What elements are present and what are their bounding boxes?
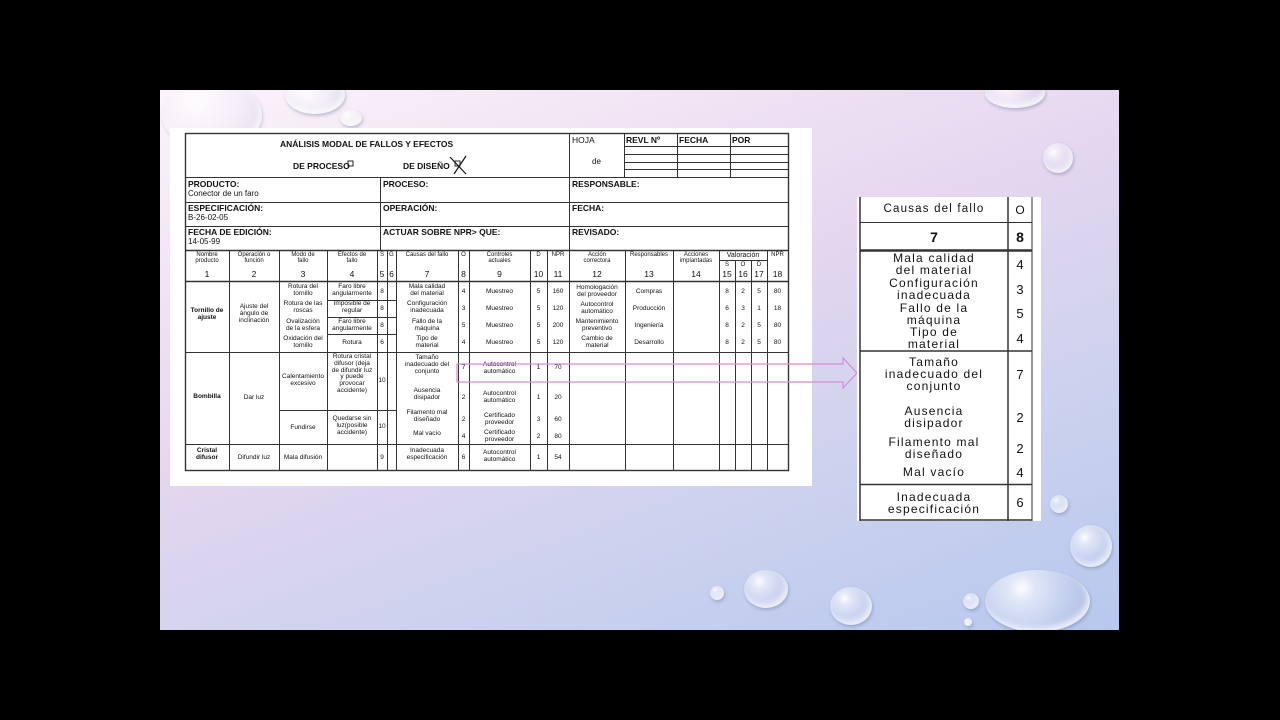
water-drop — [1070, 525, 1112, 567]
column-header: Operación o función — [237, 252, 271, 265]
failure-mode: Oxidación del tornillo — [283, 335, 323, 349]
responsible: Producción — [632, 305, 666, 312]
failure-mode: Calentamiento excesivo — [282, 373, 324, 387]
column-header: Controles actuales — [486, 252, 513, 265]
por-label: POR — [732, 135, 751, 145]
detection-value: 3 — [536, 416, 541, 423]
responsible: Compras — [635, 288, 663, 295]
npr-value: 20 — [554, 394, 562, 401]
control-text: Certificado proveedor — [483, 412, 516, 426]
detection-value: 1 — [536, 394, 541, 401]
especificacion-label: ESPECIFICACIÓN: — [188, 203, 264, 213]
operacion-label: OPERACIÓN: — [383, 203, 438, 213]
product-operation: Dar luz — [243, 394, 265, 401]
failure-effect: Imposible de regular — [333, 300, 371, 314]
column-header: G — [389, 252, 394, 258]
slide — [160, 90, 1119, 630]
d2-value: 1 — [757, 305, 761, 312]
column-header: S — [724, 262, 729, 268]
column-number: 13 — [644, 269, 654, 279]
column-header: O — [461, 252, 466, 258]
d2-value: 5 — [757, 322, 761, 329]
product-name: Cristal difusor — [195, 447, 219, 461]
column-header: D — [536, 252, 541, 258]
product-operation: Ajuste del ángulo de inclinación — [238, 303, 270, 324]
product-operation: Difundir luz — [237, 454, 271, 461]
occurrence-value: 4 — [461, 433, 466, 440]
zoom-occurrence: 2 — [1016, 410, 1024, 425]
cause-text: Mal vacío — [413, 430, 441, 437]
severity-value: 8 — [380, 305, 384, 312]
especificacion-value: B-26-02-05 — [188, 213, 229, 222]
s2-value: 8 — [725, 322, 729, 329]
control-text: Muestreo — [485, 322, 514, 329]
cause-text: Inadecuada especificación — [406, 447, 448, 461]
actuar-label: ACTUAR SOBRE NPR> QUE: — [383, 227, 501, 237]
o2-value: 3 — [741, 305, 745, 312]
control-text: Muestreo — [485, 339, 514, 346]
zoom-cause: Ausencia disipador — [904, 404, 964, 430]
occurrence-value: 7 — [461, 364, 466, 371]
cause-text: Ausencia disipador — [413, 387, 441, 401]
zoom-column-number: 7 — [930, 229, 938, 245]
amfe-form — [170, 128, 812, 486]
npr-value: 160 — [552, 288, 564, 295]
severity-value: 8 — [380, 288, 384, 295]
occurrence-value: 2 — [461, 416, 466, 423]
column-number: 16 — [738, 269, 748, 279]
corrective-action: Cambio de material — [581, 335, 613, 349]
column-header: Efectos de fallo — [337, 252, 367, 265]
o2-value: 2 — [741, 322, 745, 329]
water-drop — [985, 570, 1090, 630]
npr-value: 200 — [552, 322, 564, 329]
corrective-action: Mantenimiento preventivo — [575, 318, 619, 332]
detection-value: 5 — [536, 339, 541, 346]
form-title: ANÁLISIS MODAL DE FALLOS Y EFECTOS — [280, 139, 454, 149]
zoom-cause: Filamento mal diseñado — [888, 435, 980, 461]
water-drop — [963, 593, 979, 609]
control-text: Autocontrol automático — [483, 361, 516, 375]
proceso-label: PROCESO: — [383, 179, 429, 189]
npr2-value: 18 — [773, 305, 782, 312]
detection-value: 5 — [536, 288, 541, 295]
fecha-label: FECHA: — [572, 203, 605, 213]
detection-value: 1 — [536, 364, 541, 371]
water-drop — [1043, 143, 1073, 173]
failure-effect: Rotura cristal difusor (deja de difundir luz y puede provocar accidente) — [331, 353, 373, 395]
control-text: Autocontrol automático — [483, 390, 516, 404]
zoom-cause: Tamaño inadecuado del conjunto — [884, 355, 984, 393]
fecha-edicion-value: 14-05-99 — [188, 237, 221, 246]
corrective-action: Homologación del proveedor — [576, 284, 618, 298]
zoom-occurrence: 7 — [1016, 367, 1024, 382]
severity-value: 8 — [380, 322, 384, 329]
column-number: 5 — [379, 269, 385, 279]
cause-text: Filamento mal diseñado — [406, 409, 448, 423]
column-header: Modo de fallo — [291, 252, 315, 265]
failure-mode: Ovalización de la esfera — [286, 318, 320, 332]
d2-value: 5 — [757, 288, 761, 295]
column-header: Acción correctora — [583, 252, 611, 265]
column-number: 7 — [424, 269, 430, 279]
de-label: de — [592, 157, 601, 166]
product-name: Bombilla — [193, 393, 221, 400]
occurrence-value: 3 — [461, 305, 466, 312]
detection-value: 2 — [536, 433, 541, 440]
control-text: Certificado proveedor — [483, 429, 516, 443]
cause-text: Configuración inadecuada — [406, 300, 448, 314]
cause-text: Mala calidad del material — [408, 283, 446, 297]
water-drop — [964, 618, 972, 626]
occurrence-value: 2 — [461, 394, 466, 401]
severity-value: 10 — [378, 377, 386, 384]
column-header: Responsables — [629, 252, 669, 258]
s2-value: 8 — [725, 339, 729, 346]
column-number: 17 — [754, 269, 764, 279]
s2-value: 6 — [725, 305, 729, 312]
severity-value: 9 — [380, 454, 384, 461]
column-header: NPR — [551, 252, 565, 258]
column-header: S — [379, 252, 384, 258]
failure-effect: Faro libre angularmente — [332, 318, 372, 332]
failure-mode: Fundirse — [290, 424, 316, 431]
npr2-value: 80 — [773, 322, 782, 329]
zoom-occurrence: 2 — [1016, 441, 1024, 456]
cause-text: Fallo de la máquina — [412, 318, 442, 332]
control-text: Autocontrol automático — [483, 449, 516, 463]
valoracion-label: Valoración — [726, 252, 760, 259]
water-drop — [985, 90, 1045, 108]
severity-value: 10 — [378, 423, 386, 430]
column-header: Causas del fallo — [405, 252, 449, 258]
s2-value: 8 — [725, 288, 729, 295]
fecha-edicion-label: FECHA DE EDICIÓN: — [188, 227, 272, 237]
cause-text: Tamaño inadecuado del conjunto — [404, 354, 450, 375]
column-header: Acciones implantadas — [679, 252, 713, 265]
water-drop — [340, 110, 362, 126]
corrective-action: Autocontrol automático — [580, 301, 614, 315]
detection-value: 5 — [536, 305, 541, 312]
failure-mode: Mala difusión — [283, 454, 323, 461]
npr2-value: 80 — [773, 339, 782, 346]
column-number: 6 — [389, 269, 394, 279]
causes-zoom-panel — [857, 197, 1041, 521]
control-text: Muestreo — [485, 305, 514, 312]
column-number: 1 — [204, 269, 210, 279]
npr2-value: 80 — [773, 288, 782, 295]
failure-effect: Faro libre angularmente — [332, 283, 372, 297]
column-number: 18 — [772, 269, 783, 279]
responsible: Ingeniería — [634, 322, 664, 329]
responsible: Desarrollo — [634, 339, 664, 346]
zoom-cause: Mala calidad del material — [893, 251, 975, 277]
column-number: 11 — [553, 269, 563, 279]
control-text: Muestreo — [485, 288, 514, 295]
npr-value: 70 — [554, 364, 562, 371]
product-name: Tornillo de ajuste — [190, 307, 224, 321]
severity-value: 6 — [380, 339, 384, 346]
hoja-label: HOJA — [572, 135, 595, 145]
zoom-column-number: 8 — [1016, 229, 1024, 245]
npr-value: 60 — [554, 416, 562, 423]
column-number: 12 — [592, 269, 602, 279]
column-number: 4 — [349, 269, 355, 279]
column-header: O — [740, 262, 746, 268]
column-header: D — [756, 262, 762, 268]
zoom-occurrence: 4 — [1016, 331, 1024, 346]
zoom-occurrence: 3 — [1016, 282, 1024, 297]
o2-value: 2 — [741, 339, 745, 346]
zoom-occurrence: 4 — [1016, 257, 1024, 272]
de-proceso-label: DE PROCESO — [293, 161, 350, 171]
occurrence-value: 4 — [461, 288, 466, 295]
column-header: NPR — [771, 252, 784, 258]
failure-mode: Rotura del tornillo — [288, 283, 318, 297]
npr-value: 80 — [554, 433, 562, 440]
occurrence-value: 5 — [461, 322, 466, 329]
water-drop — [744, 570, 788, 608]
zoom-cause: Inadecuada especificación — [887, 490, 981, 516]
water-drop — [710, 586, 724, 600]
failure-effect: Rotura — [342, 339, 362, 346]
column-header: Nombre producto — [195, 252, 219, 265]
water-drop — [830, 587, 872, 625]
column-number: 15 — [722, 269, 732, 279]
zoom-occurrence: 4 — [1016, 465, 1024, 480]
zoom-header-label: Causas del fallo — [883, 203, 985, 215]
producto-label: PRODUCTO: — [188, 179, 240, 189]
de-diseno-label: DE DISEÑO — [403, 161, 450, 171]
producto-value: Conector de un faro — [188, 189, 259, 198]
zoom-occurrence: 5 — [1016, 306, 1024, 321]
zoom-cause: Fallo de la máquina — [899, 301, 969, 327]
o2-value: 2 — [741, 288, 745, 295]
zoom-header-o: O — [1015, 203, 1025, 217]
revisado-label: REVISADO: — [572, 227, 620, 237]
occurrence-value: 6 — [461, 454, 466, 461]
failure-effect: Quedarse sin luz(posible accidente) — [332, 415, 372, 436]
column-number: 14 — [691, 269, 701, 279]
revl-label: REVL Nº — [626, 135, 661, 145]
zoom-cause: Tipo de material — [907, 325, 961, 351]
d2-value: 5 — [757, 339, 761, 346]
fecha-top-label: FECHA — [679, 135, 709, 145]
column-number: 3 — [300, 269, 306, 279]
failure-mode: Rotura de las roscas — [283, 300, 323, 314]
cause-text: Tipo de material — [415, 335, 439, 349]
zoom-cause: Configuración inadecuada — [889, 276, 979, 302]
water-drop — [285, 90, 345, 114]
occurrence-value: 4 — [461, 339, 466, 346]
detection-value: 5 — [536, 322, 541, 329]
npr-value: 120 — [552, 305, 564, 312]
column-number: 9 — [497, 269, 502, 279]
zoom-occurrence: 6 — [1016, 495, 1024, 510]
responsable-label: RESPONSABLE: — [572, 179, 640, 189]
column-number: 8 — [461, 269, 466, 279]
detection-value: 1 — [536, 454, 541, 461]
npr-value: 54 — [554, 454, 562, 461]
column-number: 10 — [533, 269, 544, 279]
zoom-cause: Mal vacío — [902, 465, 966, 479]
water-drop — [1050, 495, 1068, 513]
column-number: 2 — [251, 269, 257, 279]
npr-value: 120 — [552, 339, 564, 346]
